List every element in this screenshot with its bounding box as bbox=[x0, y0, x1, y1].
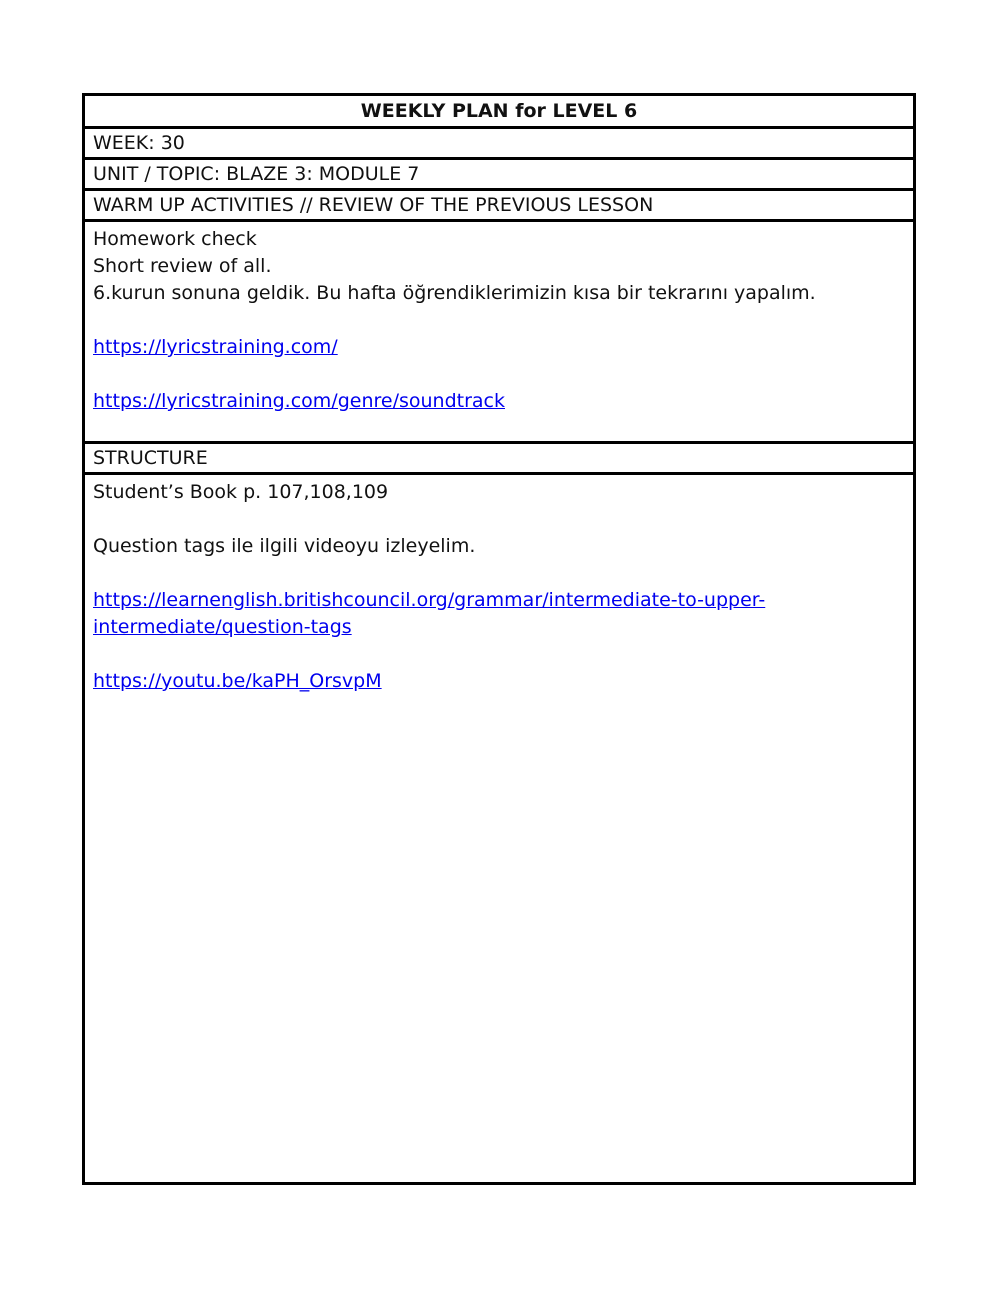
students-book-text: Student’s Book p. 107,108,109 bbox=[93, 481, 389, 503]
britishcouncil-link-part1[interactable]: https://learnenglish.britishcouncil.org/grammar/intermediate-to-upper- bbox=[93, 589, 766, 611]
lyricstraining-link[interactable]: https://lyricstraining.com/ bbox=[93, 336, 338, 358]
plan-title: WEEKLY PLAN for LEVEL 6 bbox=[85, 96, 913, 129]
warmup-heading: WARM UP ACTIVITIES // REVIEW OF THE PREVIOUS LESSON bbox=[85, 191, 913, 222]
warmup-content bbox=[85, 222, 913, 444]
short-review-text: Short review of all. bbox=[93, 255, 272, 277]
britishcouncil-link-part2[interactable]: intermediate/question-tags bbox=[93, 616, 352, 638]
structure-heading: STRUCTURE bbox=[85, 444, 913, 475]
youtube-link[interactable]: https://youtu.be/kaPH_OrsvpM bbox=[93, 670, 382, 692]
weekly-plan-table bbox=[82, 93, 916, 1185]
spacer bbox=[93, 641, 905, 668]
spacer bbox=[93, 361, 905, 388]
spacer bbox=[93, 506, 905, 533]
week-row: WEEK: 30 bbox=[85, 129, 913, 160]
turkish-note-text: 6.kurun sonuna geldik. Bu hafta öğrendiklerimizin kısa bir tekrarını yapalım. bbox=[93, 282, 816, 304]
spacer bbox=[93, 307, 905, 334]
spacer bbox=[93, 560, 905, 587]
lyricstraining-soundtrack-link[interactable]: https://lyricstraining.com/genre/soundtrack bbox=[93, 390, 505, 412]
question-tags-note: Question tags ile ilgili videoyu izleyelim. bbox=[93, 535, 476, 557]
homework-check-text: Homework check bbox=[93, 228, 257, 250]
structure-content bbox=[85, 475, 913, 1182]
unit-topic-row: UNIT / TOPIC: BLAZE 3: MODULE 7 bbox=[85, 160, 913, 191]
